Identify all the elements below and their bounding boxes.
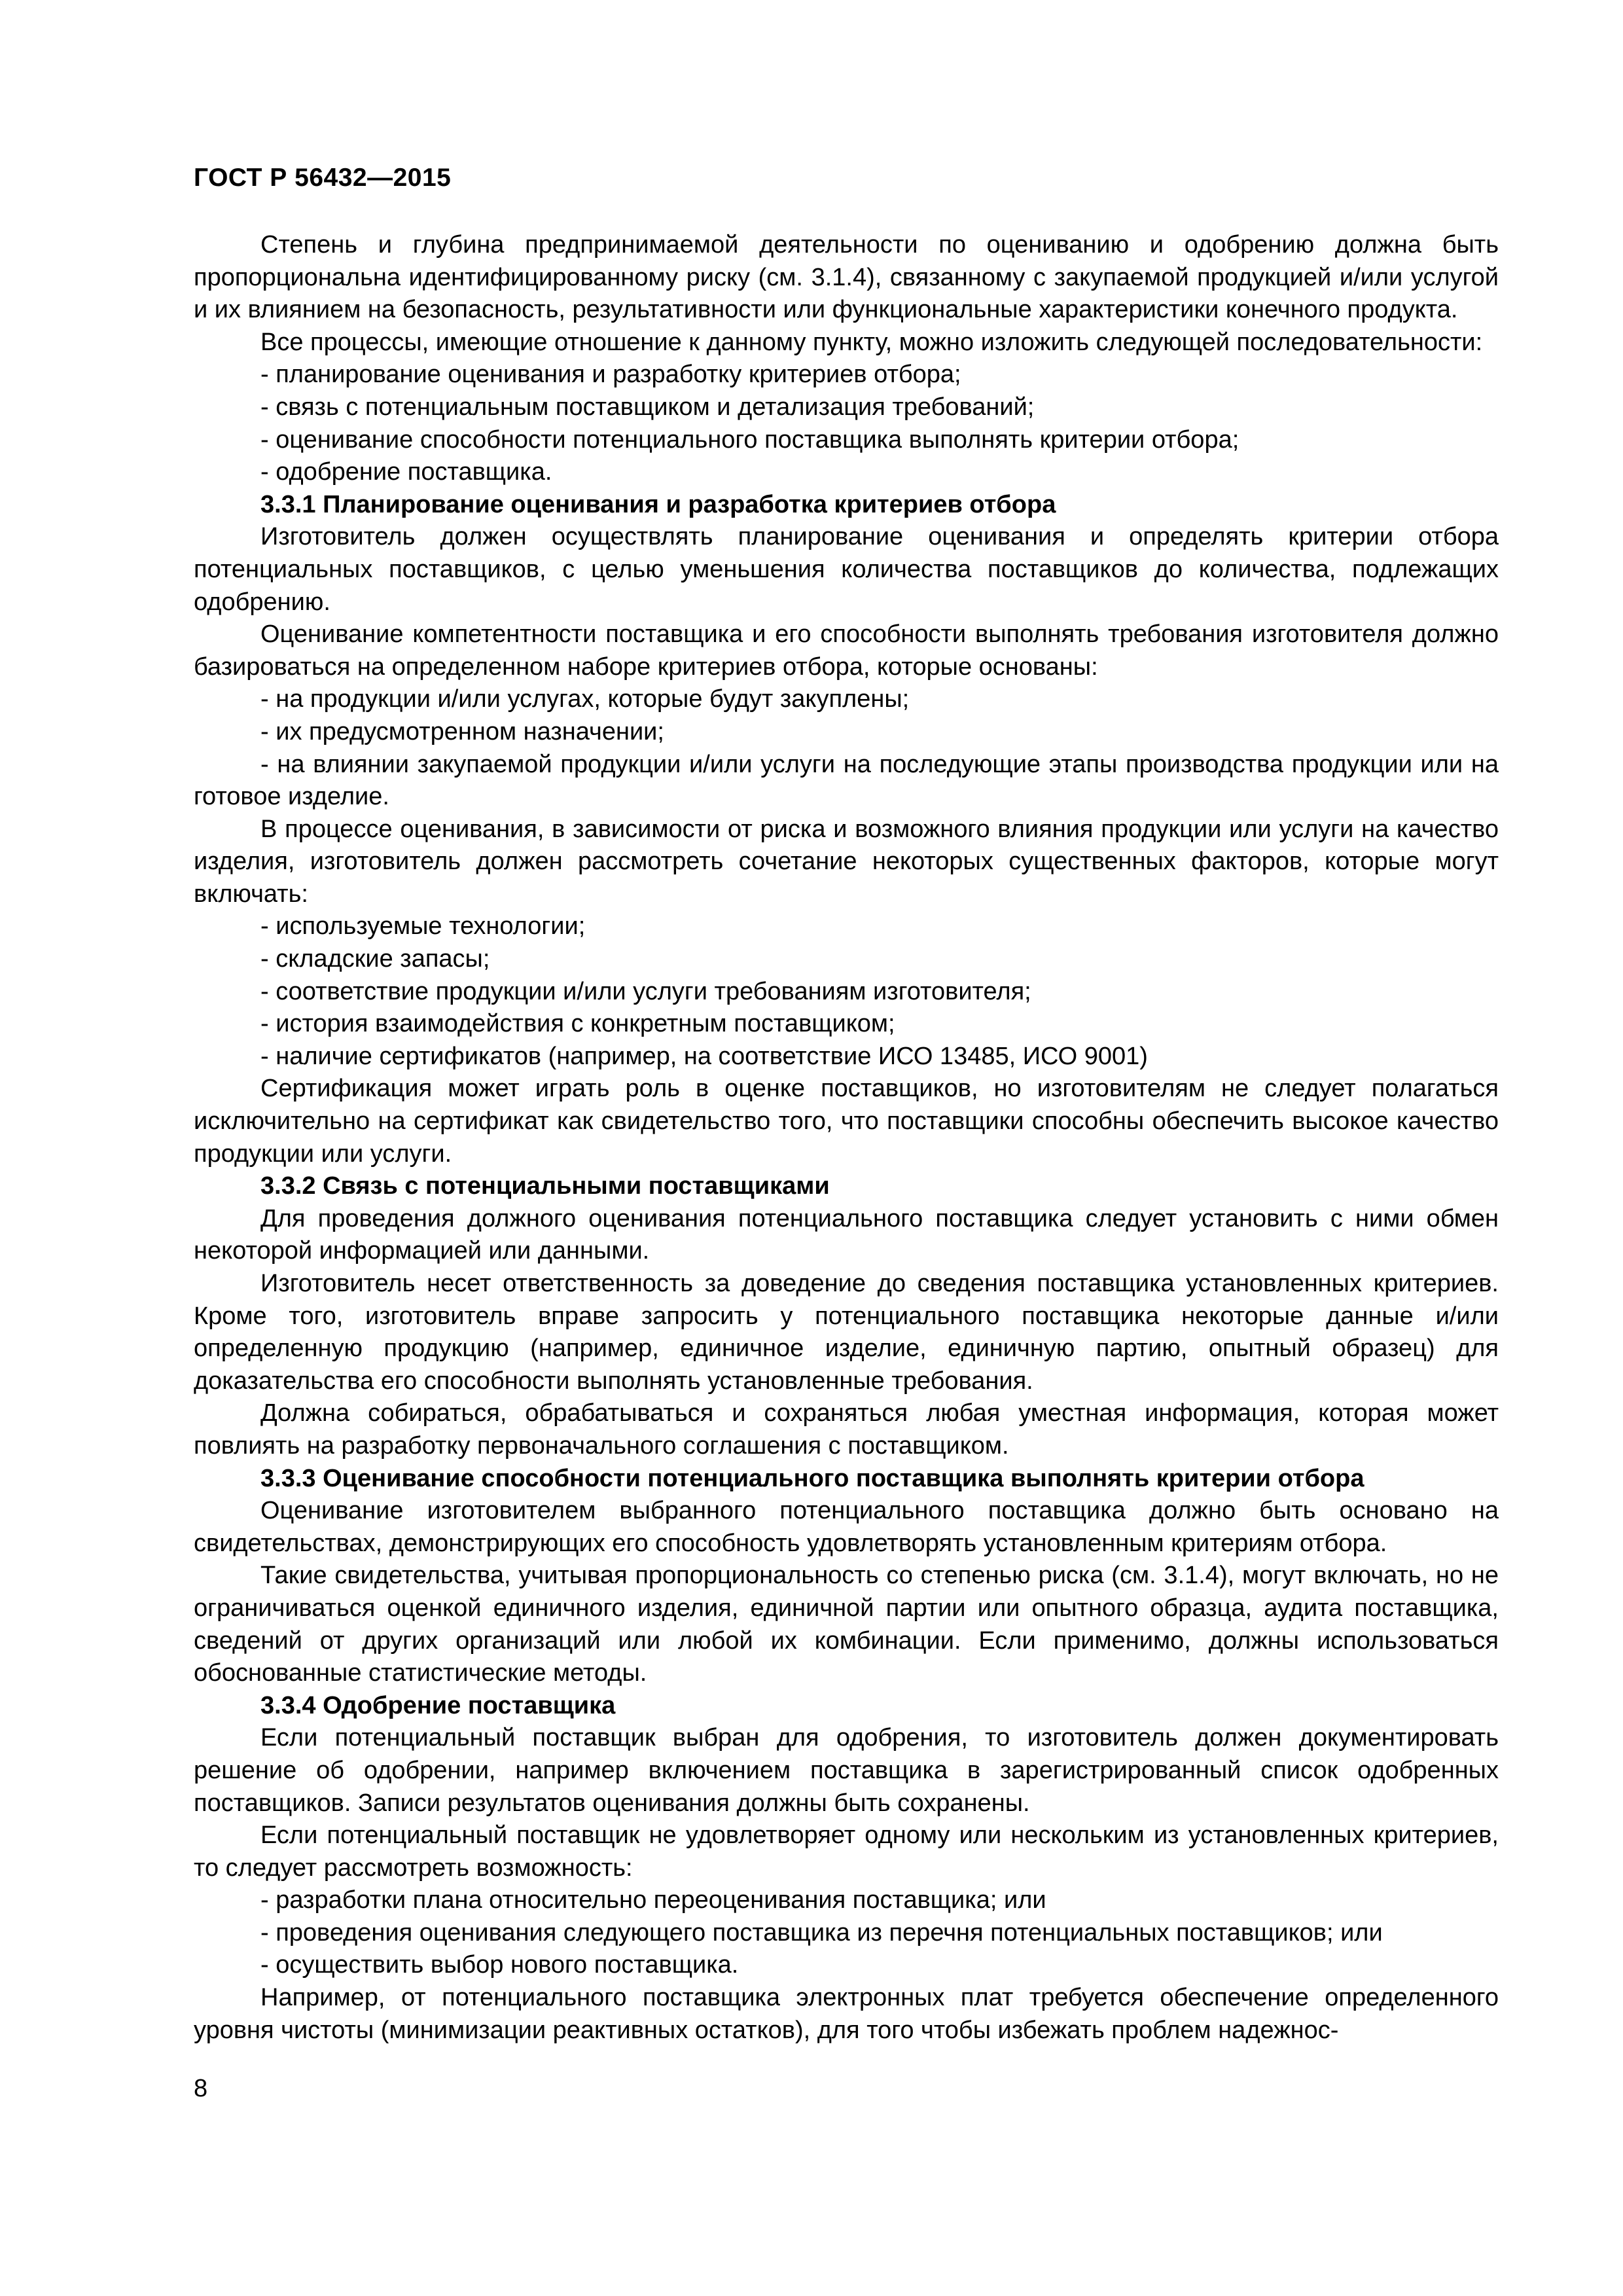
list-item: - на продукции и/или услугах, которые будут закуплены; (260, 685, 910, 713)
section-heading-3-3-3: 3.3.3 Оценивание способности потенциального поставщика выполнять критерии отбора (260, 1464, 1364, 1492)
paragraph: Сертификация может играть роль в оценке поставщиков, но изготовителям не следует полагаться исключительно на сертификат как свидетельство того, что поставщики способны обеспечить высокое качество продукции или услуги. (194, 1075, 1499, 1168)
section-heading-3-3-4: 3.3.4 Одобрение поставщика (260, 1691, 616, 1719)
paragraph: Если потенциальный поставщик выбран для одобрения, то изготовитель должен документировать решение об одобрении, например включением поставщика в зарегистрированный список одобренных поставщиков. Записи результатов оценивания должны быть сохранены. (194, 1724, 1499, 1817)
list-item: - разработки плана относительно переоценивания поставщика; или (260, 1886, 1046, 1914)
document-header: ГОСТ Р 56432—2015 (194, 164, 452, 192)
paragraph: Оценивание изготовителем выбранного потенциального поставщика должно быть основано на свидетельствах, демонстрирующих его способность удовлетворять установленным критериям отбора. (194, 1497, 1499, 1557)
list-item: - складские запасы; (260, 945, 490, 973)
paragraph: Степень и глубина предпринимаемой деятельности по оцениванию и одобрению должна быть пропорциональна идентифицированному риску (см. 3.1.4), связанному с закупаемой продукцией и/или услугой и их влиянием на безопасность, результативности или функциональные характеристики конечного продукта. (194, 231, 1499, 324)
list-item: - история взаимодействия с конкретным поставщиком; (260, 1010, 895, 1038)
page-number: 8 (194, 2075, 208, 2102)
list-item: - осуществить выбор нового поставщика. (260, 1951, 739, 1979)
list-item: - используемые технологии; (260, 912, 586, 941)
paragraph: Оценивание компетентности поставщика и его способности выполнять требования изготовителя должно базироваться на определенном наборе критериев отбора, которые основаны: (194, 620, 1499, 681)
list-item: - соответствие продукции и/или услуги требованиям изготовителя; (260, 977, 1031, 1005)
section-heading-3-3-2: 3.3.2 Связь с потенциальными поставщиками (260, 1172, 830, 1200)
list-item: - на влиянии закупаемой продукции и/или услуги на последующие этапы производства продукции или на готовое изделие. (194, 750, 1499, 811)
paragraph: Все процессы, имеющие отношение к данному пункту, можно изложить следующей последовательности: (260, 328, 1483, 356)
paragraph: Если потенциальный поставщик не удовлетворяет одному или нескольким из установленных критериев, то следует рассмотреть возможность: (194, 1821, 1499, 1882)
paragraph: В процессе оценивания, в зависимости от риска и возможного влияния продукции или услуги на качество изделия, изготовитель должен рассмотреть сочетание некоторых существенных факторов, которые могут включать: (194, 815, 1499, 908)
paragraph: Изготовитель должен осуществлять планирование оценивания и определять критерии отбора потенциальных поставщиков, с целью уменьшения количества поставщиков до количества, подлежащих одобрению. (194, 523, 1499, 616)
list-item: - проведения оценивания следующего поставщика из перечня потенциальных поставщиков; или (260, 1918, 1383, 1946)
list-item: - планирование оценивания и разработку критериев отбора; (260, 361, 961, 389)
list-item: - одобрение поставщика. (260, 458, 552, 486)
paragraph: Изготовитель несет ответственность за доведение до сведения поставщика установленных критериев. Кроме того, изготовитель вправе запросить у потенциального поставщика некоторые данные и/или определенную продукцию (например, единичное изделие, единичную партию, опытный образец) для доказательства его способности выполнять установленные требования. (194, 1270, 1499, 1395)
list-item: - их предусмотренном назначении; (260, 717, 664, 745)
document-body (194, 229, 1499, 2047)
list-item: - наличие сертификатов (например, на соответствие ИСО 13485, ИСО 9001) (260, 1042, 1148, 1070)
list-item: - оценивание способности потенциального поставщика выполнять критерии отбора; (260, 425, 1240, 454)
paragraph: Для проведения должного оценивания потенциального поставщика следует установить с ними обмен некоторой информацией или данными. (194, 1204, 1499, 1265)
section-heading-3-3-1: 3.3.1 Планирование оценивания и разработка критериев отбора (260, 490, 1056, 518)
list-item: - связь с потенциальным поставщиком и детализация требований; (260, 393, 1035, 421)
paragraph: Должна собираться, обрабатываться и сохраняться любая уместная информация, которая может повлиять на разработку первоначального соглашения с поставщиком. (194, 1399, 1499, 1460)
paragraph: Например, от потенциального поставщика электронных плат требуется обеспечение определенного уровня чистоты (минимизации реактивных остатков), для того чтобы избежать проблем надежнос- (194, 1984, 1499, 2044)
paragraph: Такие свидетельства, учитывая пропорциональность со степенью риска (см. 3.1.4), могут включать, но не ограничиваться оценкой единичного изделия, единичной партии или опытного образца, аудита поставщика, сведений от других организаций или любой их комбинации. Если применимо, должны использоваться обоснованные статистические методы. (194, 1562, 1499, 1687)
